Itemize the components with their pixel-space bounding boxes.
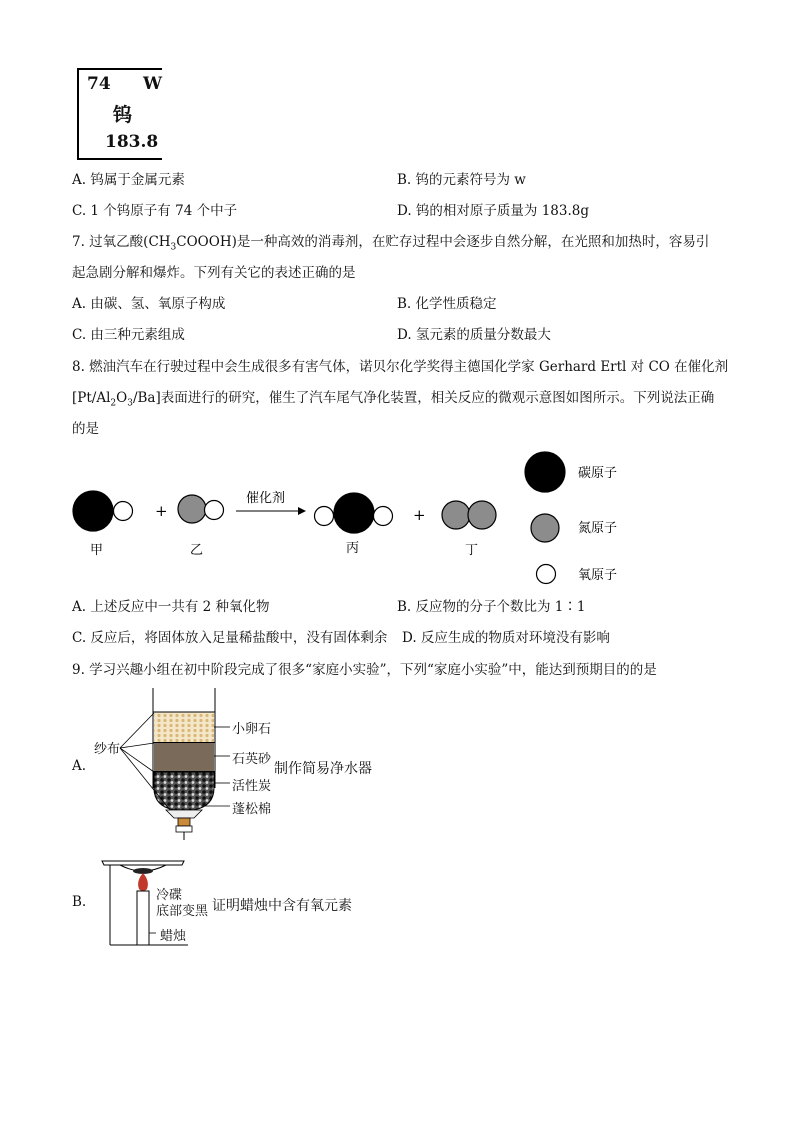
carbon-atom bbox=[334, 493, 374, 533]
q9-option-a-letter[interactable]: A. bbox=[72, 758, 87, 774]
label-yi: 乙 bbox=[190, 543, 204, 558]
legend-nitrogen-label: 氮原子 bbox=[578, 521, 618, 536]
q7-subscript: 3 bbox=[170, 242, 177, 253]
q6-option-a[interactable]: A. 钨属于金属元素 bbox=[72, 172, 185, 188]
oxygen-atom bbox=[205, 501, 224, 520]
label-cotton: 蓬松棉 bbox=[232, 802, 272, 817]
q7-stem-text-a: 7. 过氧乙酸(CH bbox=[72, 234, 171, 250]
q8-stem-line3: 的是 bbox=[72, 421, 99, 437]
q7-stem-text-b: COOOH)是一种高效的消毒剂，在贮存过程中会逐步自然分解，在光照和加热时，容易引 bbox=[176, 234, 710, 250]
label-ding: 丁 bbox=[465, 543, 479, 558]
legend bbox=[525, 452, 617, 584]
atomic-mass: 183.8 bbox=[105, 132, 159, 152]
legend-oxygen-icon bbox=[537, 565, 556, 584]
molecule-jia bbox=[73, 491, 133, 531]
cold-dish bbox=[102, 861, 184, 865]
q8-stem-line1: 8. 燃油汽车在行驶过程中会生成很多有害气体，诺贝尔化学奖得主德国化学家 Gerhard Ertl 对 CO 在催化剂 bbox=[72, 359, 729, 375]
activated-carbon-layer bbox=[154, 772, 214, 810]
flame-icon bbox=[138, 873, 148, 891]
q8-text-c: /Ba]表面进行的研究，催生了汽车尾气净化装置，相关反应的微观示意图如图所示。下列说法正确 bbox=[132, 390, 715, 406]
nitrogen-atom bbox=[442, 501, 470, 529]
label-bing: 丙 bbox=[346, 541, 360, 556]
label-activated-carbon: 活性炭 bbox=[232, 779, 272, 794]
q7-option-a[interactable]: A. 由碳、氢、氧原子构成 bbox=[72, 296, 226, 312]
q6-option-d[interactable]: D. 钨的相对原子质量为 183.8g bbox=[397, 203, 590, 219]
arrow-head bbox=[298, 507, 306, 515]
q8-text-a: [Pt/Al bbox=[72, 390, 111, 406]
q7-option-b[interactable]: B. 化学性质稳定 bbox=[397, 296, 497, 312]
cotton-layer bbox=[166, 810, 202, 818]
label-quartz: 石英砂 bbox=[232, 752, 272, 767]
label-blackened: 底部变黑 bbox=[156, 904, 209, 919]
element-symbol: W bbox=[143, 74, 163, 94]
element-name: 钨 bbox=[113, 104, 133, 126]
q8-sub-2: 3 bbox=[127, 398, 133, 409]
legend-oxygen-label: 氧原子 bbox=[578, 568, 618, 583]
plus-sign-2: + bbox=[413, 506, 426, 524]
molecule-yi bbox=[178, 495, 224, 523]
q6-option-c[interactable]: C. 1 个钨原子有 74 个中子 bbox=[72, 203, 238, 219]
nitrogen-atom bbox=[468, 501, 496, 529]
oxygen-atom bbox=[374, 507, 393, 526]
nitrogen-atom bbox=[178, 495, 206, 523]
legend-nitrogen-icon bbox=[531, 514, 559, 542]
label-jia: 甲 bbox=[90, 543, 104, 558]
reaction-diagram bbox=[0, 440, 794, 600]
q9-option-a-caption: 制作简易净水器 bbox=[274, 761, 372, 777]
oxygen-atom bbox=[315, 507, 334, 526]
catalyst-label: 催化剂 bbox=[246, 491, 286, 506]
q9-stem: 9. 学习兴趣小组在初中阶段完成了很多“家庭小实验”，下列“家庭小实验”中，能达到预期目的的是 bbox=[72, 662, 657, 678]
legend-carbon-label: 碳原子 bbox=[578, 466, 618, 481]
q8-text-b: O bbox=[116, 390, 128, 406]
carbon-atom bbox=[73, 491, 113, 531]
label-gauze: 纱布 bbox=[94, 742, 121, 757]
label-pebble: 小卵石 bbox=[232, 722, 272, 737]
q7-option-c[interactable]: C. 由三种元素组成 bbox=[72, 327, 185, 343]
q8-option-d[interactable]: D. 反应生成的物质对环境没有影响 bbox=[402, 630, 610, 646]
label-candle: 蜡烛 bbox=[160, 929, 187, 944]
q8-option-c[interactable]: C. 反应后，将固体放入足量稀盐酸中，没有固体剩余 bbox=[72, 630, 388, 646]
molecule-ding bbox=[442, 501, 496, 529]
pebble-layer bbox=[154, 712, 214, 742]
oxygen-atom bbox=[114, 502, 133, 521]
label-cold-dish: 冷碟 bbox=[156, 888, 183, 903]
q8-sub-1: 2 bbox=[110, 398, 117, 409]
element-card bbox=[77, 68, 162, 160]
plus-sign-1: + bbox=[155, 502, 168, 520]
q7-option-d[interactable]: D. 氢元素的质量分数最大 bbox=[397, 327, 551, 343]
quartz-sand-layer bbox=[154, 743, 214, 771]
atomic-number: 74 bbox=[87, 74, 111, 94]
q9-option-b-letter[interactable]: B. bbox=[72, 894, 87, 910]
q6-option-b[interactable]: B. 钨的元素符号为 w bbox=[397, 172, 526, 188]
candle-body bbox=[137, 891, 149, 945]
q7-stem-line1 bbox=[72, 232, 709, 258]
legend-carbon-icon bbox=[525, 452, 565, 492]
bottle-cap bbox=[178, 818, 190, 826]
q8-option-a[interactable]: A. 上述反应中一共有 2 种氧化物 bbox=[72, 599, 270, 615]
q7-stem-line2: 起急剧分解和爆炸。下列有关它的表述正确的是 bbox=[72, 265, 356, 281]
q8-stem-line2 bbox=[72, 388, 714, 414]
molecule-bing bbox=[315, 493, 393, 533]
q9-option-b-caption: 证明蜡烛中含有氧元素 bbox=[212, 898, 352, 914]
q8-option-b[interactable]: B. 反应物的分子个数比为 1∶1 bbox=[397, 599, 586, 615]
